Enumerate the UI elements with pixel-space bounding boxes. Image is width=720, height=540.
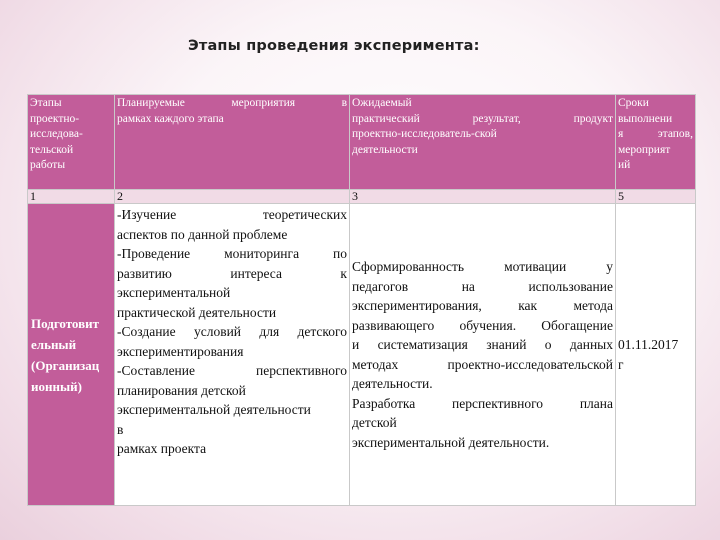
header-line: проектно-исследователь-ской [352,128,497,140]
result-cell [350,204,616,506]
header-activities [115,95,350,190]
result-line: детской [352,415,397,430]
stage-line: ельный [31,336,77,352]
deadline-cell [616,204,696,506]
activity-line: -Составление перспективного [117,363,347,378]
deadline-line: г [618,356,624,372]
deadline-line: 01.11.2017 [618,337,679,352]
activity-line: планирования детской [117,382,246,398]
header-line: Планируемые мероприятия в [117,97,347,109]
result-line: и систематизация знаний о данных [352,337,613,352]
header-line: Этапы [30,97,62,109]
experiment-stages-table [27,94,696,506]
header-line: проектно- [30,112,80,125]
stage-cell [28,204,115,506]
column-number: 5 [616,190,696,204]
result-line: педагогов на использование [352,278,613,294]
column-number: 1 [28,190,115,204]
header-line: практический результат, продукт [352,112,613,125]
column-number: 3 [350,190,616,204]
activity-line: развитию интереса к [117,265,347,281]
result-line: экспериментирования, как метода [352,298,613,313]
column-number: 2 [115,190,350,204]
result-line: деятельности. [352,376,433,391]
header-line: выполнени [618,112,673,125]
result-line: Разработка перспективного плана [352,395,613,411]
header-stages [28,95,115,190]
header-result [350,95,616,190]
stage-line: Подготовит [31,315,100,331]
header-line: ий [618,159,631,171]
header-line: исследова- [30,128,83,140]
activity-line: экспериментирования [117,343,244,359]
header-line: тельской [30,143,74,156]
activities-cell [115,204,350,506]
table-row [28,204,696,506]
header-line: деятельности [352,143,418,156]
result-line: методах проектно-исследовательской [352,356,613,372]
activity-line: -Создание условий для детского [117,324,347,339]
activity-line: рамках проекта [117,441,207,456]
activity-line: экспериментальной [117,285,231,300]
header-line: мероприят [618,143,671,156]
header-line: работы [30,159,66,171]
column-number-row [28,190,696,204]
header-line: Сроки [618,97,649,109]
stage-line: ионный) [31,378,82,394]
result-line: развивающего обучения. Обогащение [352,317,613,333]
activity-line: -Изучение теоретических [117,207,347,222]
stage-line: (Организац [31,357,100,373]
header-line: я этапов, [618,128,693,140]
activity-line: практической деятельности [117,304,277,320]
result-line: экспериментальной деятельности. [352,434,550,450]
activity-line: -Проведение мониторинга по [117,246,347,261]
header-deadlines [616,95,696,190]
activity-line: аспектов по данной проблеме [117,226,288,242]
activity-line: экспериментальной деятельности [117,402,311,417]
table-header-row [28,95,696,190]
header-line: рамках каждого этапа [117,112,224,125]
header-line: Ожидаемый [352,97,412,109]
activity-line: в [117,421,124,437]
page-title: Этапы проведения эксперимента: [188,38,480,54]
result-line: Сформированность мотивации у [352,259,613,274]
